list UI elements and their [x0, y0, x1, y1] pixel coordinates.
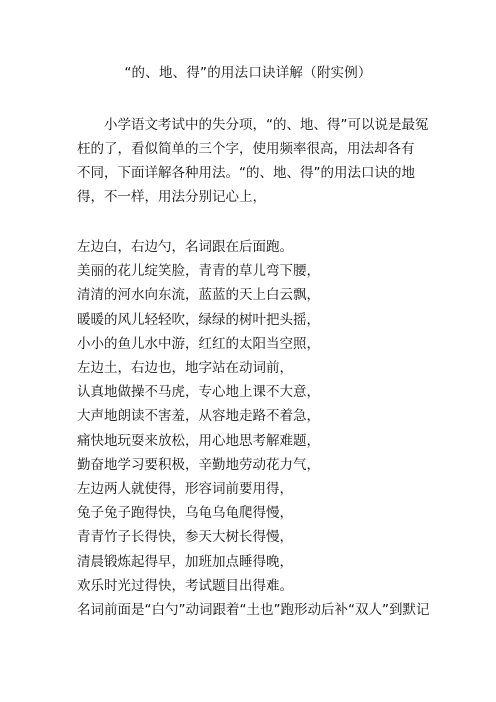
rhyme-line: 小小的鱼儿水中游，红红的太阳当空照， [77, 335, 320, 352]
rhyme-line: 左边两人就使得，形容词前要用得， [77, 481, 293, 498]
rhyme-line: 青青竹子长得快，参天大树长得慢， [77, 529, 293, 546]
rhyme-line: 大声地朗读不害羞，从容地走路不着急， [77, 408, 320, 425]
rhyme-line: 欢乐时光过得快，考试题目出得难。 [77, 577, 293, 594]
rhyme-line: 左边土，右边也，地字站在动词前， [77, 360, 293, 377]
rhyme-list [77, 235, 430, 622]
rhyme-line: 勤奋地学习要积极，辛勤地劳动花力气， [77, 456, 320, 473]
page-title: “的、地、得”的用法口诀详解（附实例） [124, 65, 372, 81]
rhyme-line: 暖暖的风儿轻轻吹，绿绿的树叶把头摇， [77, 311, 320, 328]
rhyme-line: 名词前面是“白勺”动词跟着“土也”跑形动后补“双人”到默记 [77, 602, 430, 619]
intro-line: 不同，下面详解各种用法。“的、地、得”的用法口诀的地 [77, 165, 415, 181]
intro-line: 得，不一样，用法分别记心上， [77, 189, 266, 205]
intro-paragraph [77, 113, 429, 209]
rhyme-line: 清晨锻炼起得早，加班加点睡得晚， [77, 553, 293, 570]
intro-line: 枉的了，看似简单的三个字，使用频率很高，用法却各有 [77, 141, 415, 157]
intro-line: 小学语文考试中的失分项，“的、地、得”可以说是最冤 [104, 117, 429, 133]
rhyme-line: 兔子兔子跑得快，乌龟乌龟爬得慢， [77, 505, 293, 522]
rhyme-line: 左边白，右边勺，名词跟在后面跑。 [77, 239, 293, 255]
rhyme-line: 痛快地玩耍来放松，用心地思考解难题， [77, 432, 320, 449]
rhyme-line: 清清的河水向东流，蓝蓝的天上白云飘， [77, 287, 320, 304]
rhyme-line: 认真地做操不马虎，专心地上课不大意， [77, 384, 320, 401]
rhyme-line: 美丽的花儿绽笑脸，青青的草儿弯下腰， [77, 263, 320, 280]
